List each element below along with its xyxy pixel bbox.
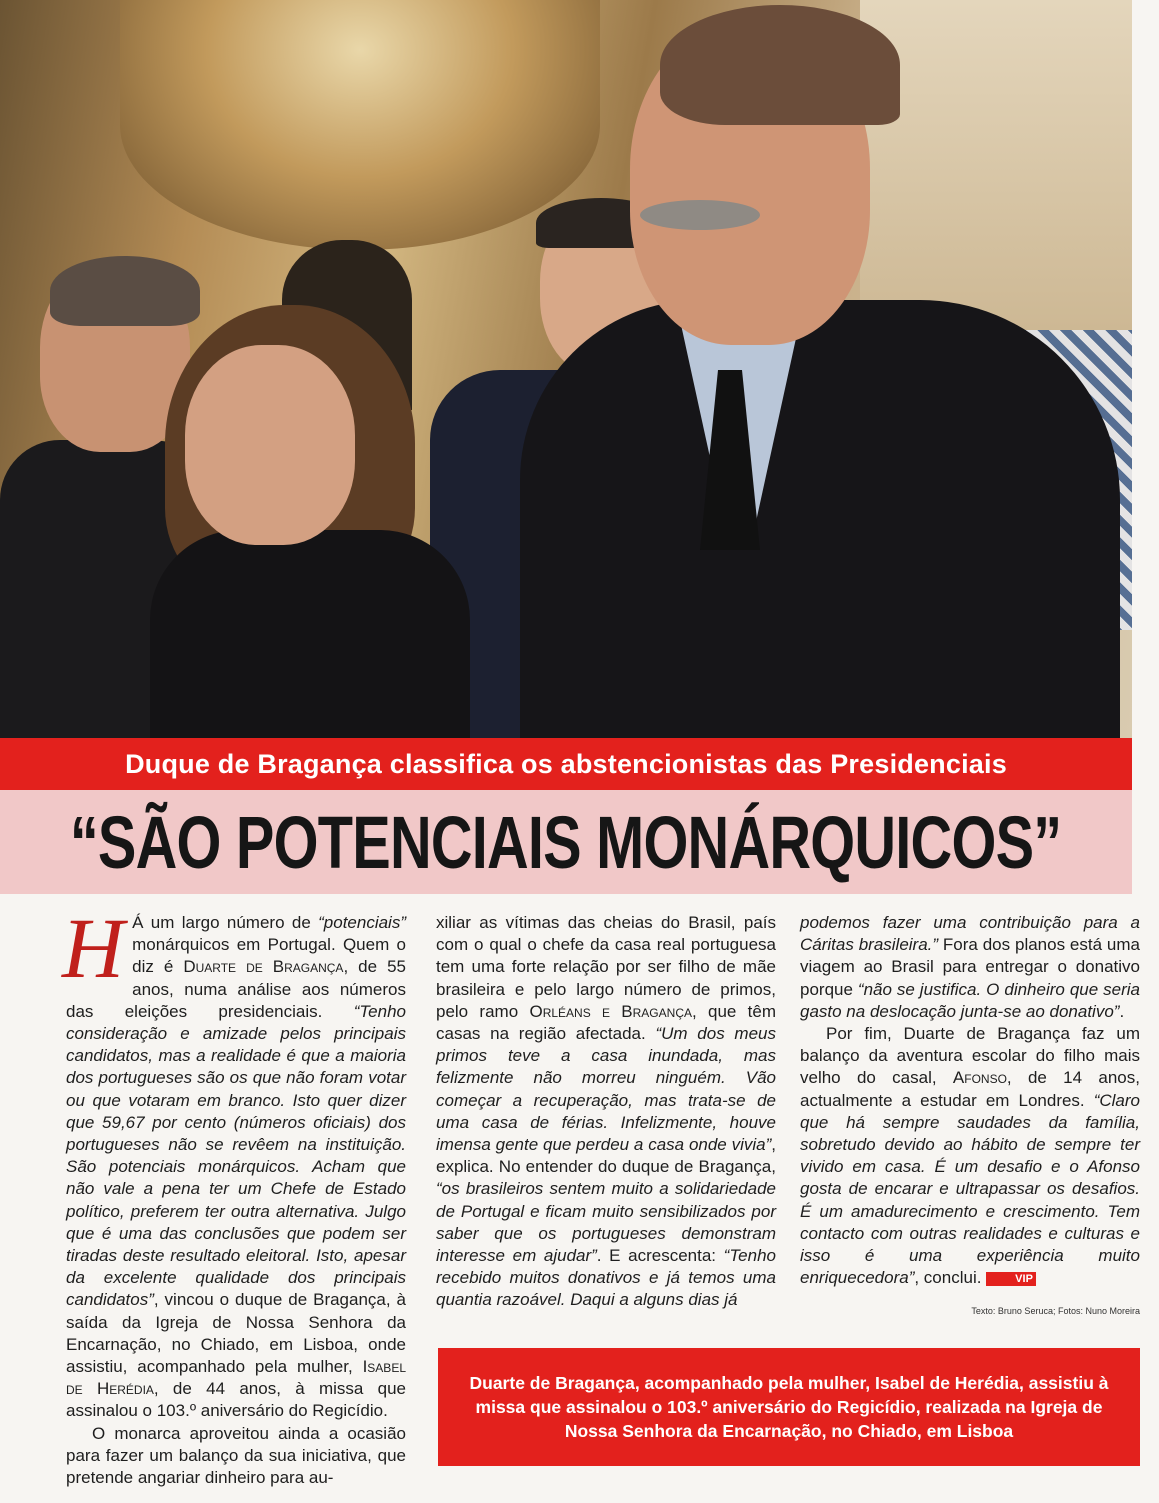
text-run: . E acrescenta:	[596, 1246, 724, 1266]
lead-photo	[0, 0, 1132, 738]
text-run: , de 44 anos, à missa que assinalou o 103.º aniversário do Regicídio.	[66, 1379, 406, 1421]
photo-woman-body	[150, 530, 470, 738]
text-run: , explica. No entender do duque de Bragança,	[436, 1135, 776, 1177]
person-name: Afonso	[952, 1068, 1007, 1088]
person-name: Duarte de Bragança	[183, 957, 344, 977]
quote: “Tenho consideração e amizade pelos principais candidatos, mas a realidade é que a maioria dos portugueses são os que não foram votar ou que votaram em branco. Isto quer dizer que 59,67 por cento (números oficiais) dos portugueses não se revêem na instituição. São potenciais monárquicos. Acham que não vale a pena ter um Chefe de Estado político, preferem ter outra alternativa. Julgo que é uma das conclusões que podem ser tiradas deste resultado eleitoral. Isto, apesar da excelente qualidade dos principais candidatos”	[66, 1001, 406, 1310]
text-run: , vincou o duque de Bragança, à saída da Igreja de Nossa Senhora da Encarnação, no Chiado, em Lisboa, onde assistiu, acompanhado pela mulher,	[66, 1290, 406, 1377]
person-name: Isabel de Herédia	[66, 1357, 406, 1399]
headline-band	[0, 790, 1132, 894]
photo-wall	[860, 0, 1132, 330]
photo-credit: Texto: Bruno Seruca; Fotos: Nuno Moreira	[971, 1306, 1140, 1316]
photo-caption-text: Duarte de Bragança, acompanhado pela mulher, Isabel de Herédia, assistiu à missa que assinalou o 103.º aniversário do Regicídio, realizada na Igreja de Nossa Senhora da Encarnação, no Chiado, em Lisboa	[469, 1373, 1109, 1441]
quote: “Tenho recebido muitos donativos e já temos uma quantia razoável. Daqui a alguns dias já	[436, 1246, 776, 1310]
article-column-1	[62, 900, 406, 1489]
paragraph-3	[436, 912, 776, 1312]
kicker-band	[0, 738, 1132, 790]
vip-logo-badge: VIP	[986, 1272, 1036, 1286]
photo-woman-head	[185, 345, 355, 545]
drop-cap: H	[62, 900, 125, 996]
headline: “SÃO POTENCIAIS MONÁRQUICOS”	[70, 800, 1062, 884]
quote: “Um dos meus primos teve a casa inundada, mas felizmente não morreu ninguém. Vão começar a recuperação, mas trata-se de uma casa de férias. Infelizmente, houve imensa gente que perdeu a casa onde vivia”	[436, 1024, 776, 1155]
quote: “não se justifica. O dinheiro que seria gasto na deslocação junta-se ao donativo”	[800, 979, 1140, 1021]
paragraph-5	[800, 1023, 1140, 1289]
photo-person-left-hair	[50, 256, 200, 326]
text-run: monárquicos em Portugal. Quem o diz é	[132, 935, 406, 977]
article-column-2	[436, 912, 776, 1312]
photo-duke-hair	[660, 5, 900, 125]
person-name: Orléans e Bragança	[529, 1001, 692, 1021]
quote: podemos fazer uma contribuição para a Cáritas brasileira.”	[800, 913, 1140, 955]
text-run: Fora dos planos está uma viagem ao Brasil para entregar o donativo porque	[800, 935, 1140, 999]
text-run: Por fim, Duarte de Bragança faz um balanço da aventura escolar do filho mais velho do casal,	[800, 1024, 1140, 1088]
photo-caption-box	[438, 1348, 1140, 1466]
kicker-text: Duque de Bragança classifica os abstencionistas das Presidenciais	[125, 748, 1007, 779]
text-run-italic: “potenciais”	[318, 913, 406, 932]
photo-ceiling	[120, 0, 600, 250]
photo-duke-moustache	[640, 200, 760, 230]
text-run: , que têm casas na região afectada.	[436, 1001, 776, 1044]
photo-duke-body	[520, 300, 1120, 738]
paragraph-1	[62, 900, 406, 1423]
paragraph-2: O monarca aproveitou ainda a ocasião para fazer um balanço da sua iniciativa, que pretende angariar dinheiro para au-	[66, 1423, 406, 1488]
article-column-3	[800, 912, 1140, 1289]
quote: “os brasileiros sentem muito a solidariedade de Portugal e ficam muito sensibilizados por saber que os portugueses demonstram interesse em ajudar”	[436, 1179, 776, 1266]
text-run: , de 14 anos, actualmente a estudar em Londres.	[800, 1068, 1140, 1110]
text-run: , conclui.	[914, 1268, 987, 1288]
text-run: Á um largo número de	[132, 913, 319, 932]
text-run: xiliar as vítimas das cheias do Brasil, país com o qual o chefe da casa real portuguesa tem uma forte relação por ser filho de mãe brasileira e pelo largo número de primos, pelo ramo	[436, 913, 776, 1021]
paragraph-4	[800, 912, 1140, 1023]
text-run: .	[1119, 1001, 1125, 1021]
quote: “Claro que há sempre saudades da família, sobretudo devido ao hábito de sempre ter vivido em casa. É um desafio e o Afonso gosta de encarar e ultrapassar os desafios. É um amadurecimento e crescimento. Tem contacto com outras realidades e culturas e isso é uma experiência muito enriquecedora”	[800, 1090, 1140, 1288]
text-run: , de 55 anos, numa análise aos números das eleições presidenciais.	[66, 957, 406, 1021]
